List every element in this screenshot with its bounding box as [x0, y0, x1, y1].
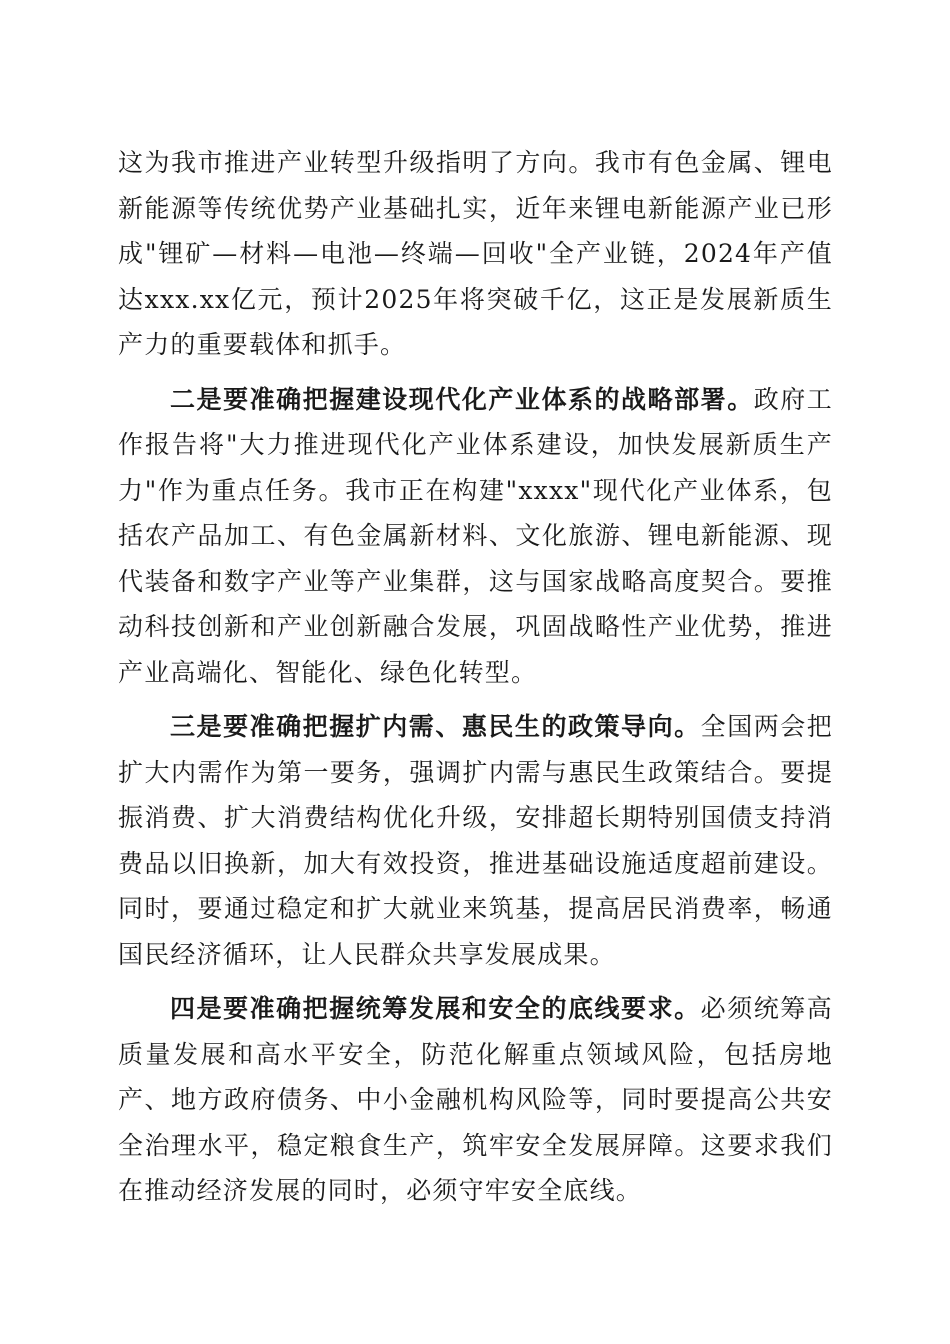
paragraph-body: 全国两会把扩大内需作为第一要务，强调扩内需与惠民生政策结合。要提振消费、扩大消费结构优化升级，安排超长期特别国债支持消费品以旧换新，加大有效投资，推进基础设施适度超前建设。同时，要通过稳定和扩大就业来筑基，提高居民消费率，畅通国民经济循环，让人民群众共享发展成果。 [118, 712, 833, 969]
paragraph-body: 政府工作报告将"大力推进现代化产业体系建设，加快发展新质生产力"作为重点任务。我市正在构建"xxxx"现代化产业体系，包括农产品加工、有色金属新材料、文化旅游、锂电新能源、现代装备和数字产业等产业集群，这与国家战略高度契合。要推动科技创新和产业创新融合发展，巩固战略性产业优势，推进产业高端化、智能化、绿色化转型。 [118, 384, 834, 687]
paragraph-lead: 三是要准确把握扩内需、惠民生的政策导向。 [170, 712, 701, 741]
paragraph-point-three [118, 704, 833, 977]
paragraph-body: 这为我市推进产业转型升级指明了方向。我市有色金属、锂电新能源等传统优势产业基础扎实，近年来锂电新能源产业已形成"锂矿—材料—电池—终端—回收"全产业链，2024年产值达xxx.xx亿元，预计2025年将突破千亿，这正是发展新质生产力的重要载体和抓手。 [118, 148, 833, 359]
paragraph-point-four [118, 986, 833, 1214]
paragraph-lead: 四是要准确把握统筹发展和安全的底线要求。 [170, 994, 701, 1023]
paragraph-lead: 二是要准确把握建设现代化产业体系的战略部署。 [170, 384, 754, 414]
paragraph-continuation [118, 140, 833, 368]
paragraph-point-two [118, 377, 833, 696]
document-body [118, 140, 833, 1214]
paragraph-body: 必须统筹高质量发展和高水平安全，防范化解重点领域风险，包括房地产、地方政府债务、中小金融机构风险等，同时要提高公共安全治理水平，稳定粮食生产，筑牢安全发展屏障。这要求我们在推动经济发展的同时，必须守牢安全底线。 [118, 994, 833, 1205]
